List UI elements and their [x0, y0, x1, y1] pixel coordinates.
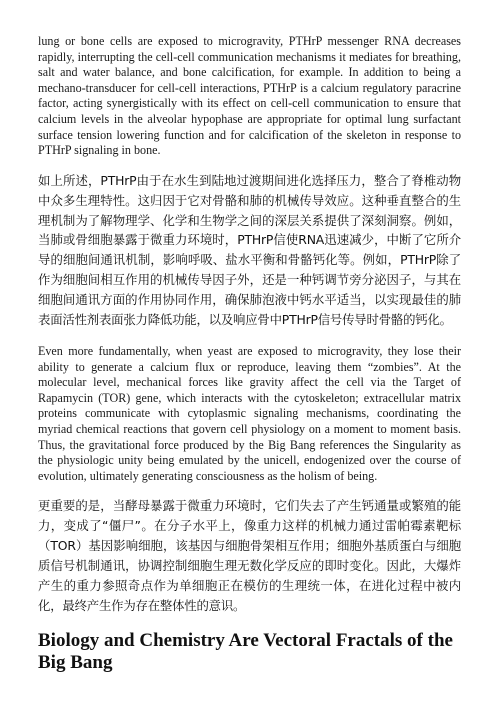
chinese-paragraph-2: 更重要的是，当酵母暴露于微重力环境时，它们失去了产生钙通量或繁殖的能力，变成了“僵尸”。在分子水平上，像重力这样的机械力通过雷帕霉素靶标（TOR）基因影响细胞，该基因与细胞骨架相互作用；细胞外基质蛋白与细胞质信号机制通讯，协调控制细胞生理无数化学反应的即时变化。因此，大爆炸产生的重力参照奇点作为单细胞正在模仿的生理统一体，在进化过程中被内化，最终产生作为存在整体性的意识。	[38, 498, 461, 613]
english-paragraph-1: lung or bone cells are exposed to microgravity, PTHrP messenger RNA decreases rapidly, interrupting the cell-cell communication mechanisms it mediates for breathing, salt and water balance, and bone calcification, for example. In addition to being a mechano-transducer for cell-cell interactions, PTHrP is a calcium regulatory paracrine factor, acting synergistically with its effect on cell-cell communication to ensure that calcium levels in the alveolar hypophase are appropriate for optimal lung surfactant surface tension lowering function and for calcification of the skeleton in response to PTHrP signaling in bone.	[38, 34, 461, 158]
document-page	[38, 34, 461, 674]
chinese-paragraph-1: 如上所述，PTHrP由于在水生到陆地过渡期间进化选择压力，整合了脊椎动物中众多生理特性。这归因于它对骨骼和肺的机械传导效应。这种垂直整合的生理机制为了解物理学、化学和生物学之间的深层关系提供了深刻洞察。例如，当肺或骨细胞暴露于微重力环境时，PTHrP信使RNA迅速减少，中断了它所介导的细胞间通讯机制，影响呼吸、盐水平衡和骨骼钙化等。例如，PTHrP除了作为细胞间相互作用的机械传导因子外，还是一种钙调节旁分泌因子，与其在细胞间通讯方面的作用协同作用，确保肺泡液中钙水平适当，以实现最佳的肺表面活性剂表面张力降低功能，以及响应骨中PTHrP信号传导时骨骼的钙化。	[38, 172, 461, 328]
english-paragraph-2: Even more fundamentally, when yeast are exposed to microgravity, they lose their ability to generate a calcium flux or reproduce, leaving them “zombies”. At the molecular level, mechanical forces like gravity affect the cell via the Target of Rapamycin (TOR) gene, which interacts with the cytoskeleton; extracellular matrix proteins communicate with cytoplasmic signaling mechanisms, coordinating the myriad chemical reactions that govern cell physiology on a moment to moment basis. Thus, the gravitational force produced by the Big Bang references the Singularity as the physiologic unity being emulated by the unicell, endogenized over the course of evolution, ultimately generating consciousness as the holism of being.	[38, 344, 461, 483]
section-heading: Biology and Chemistry Are Vectoral Fractals of the Big Bang	[38, 629, 453, 673]
